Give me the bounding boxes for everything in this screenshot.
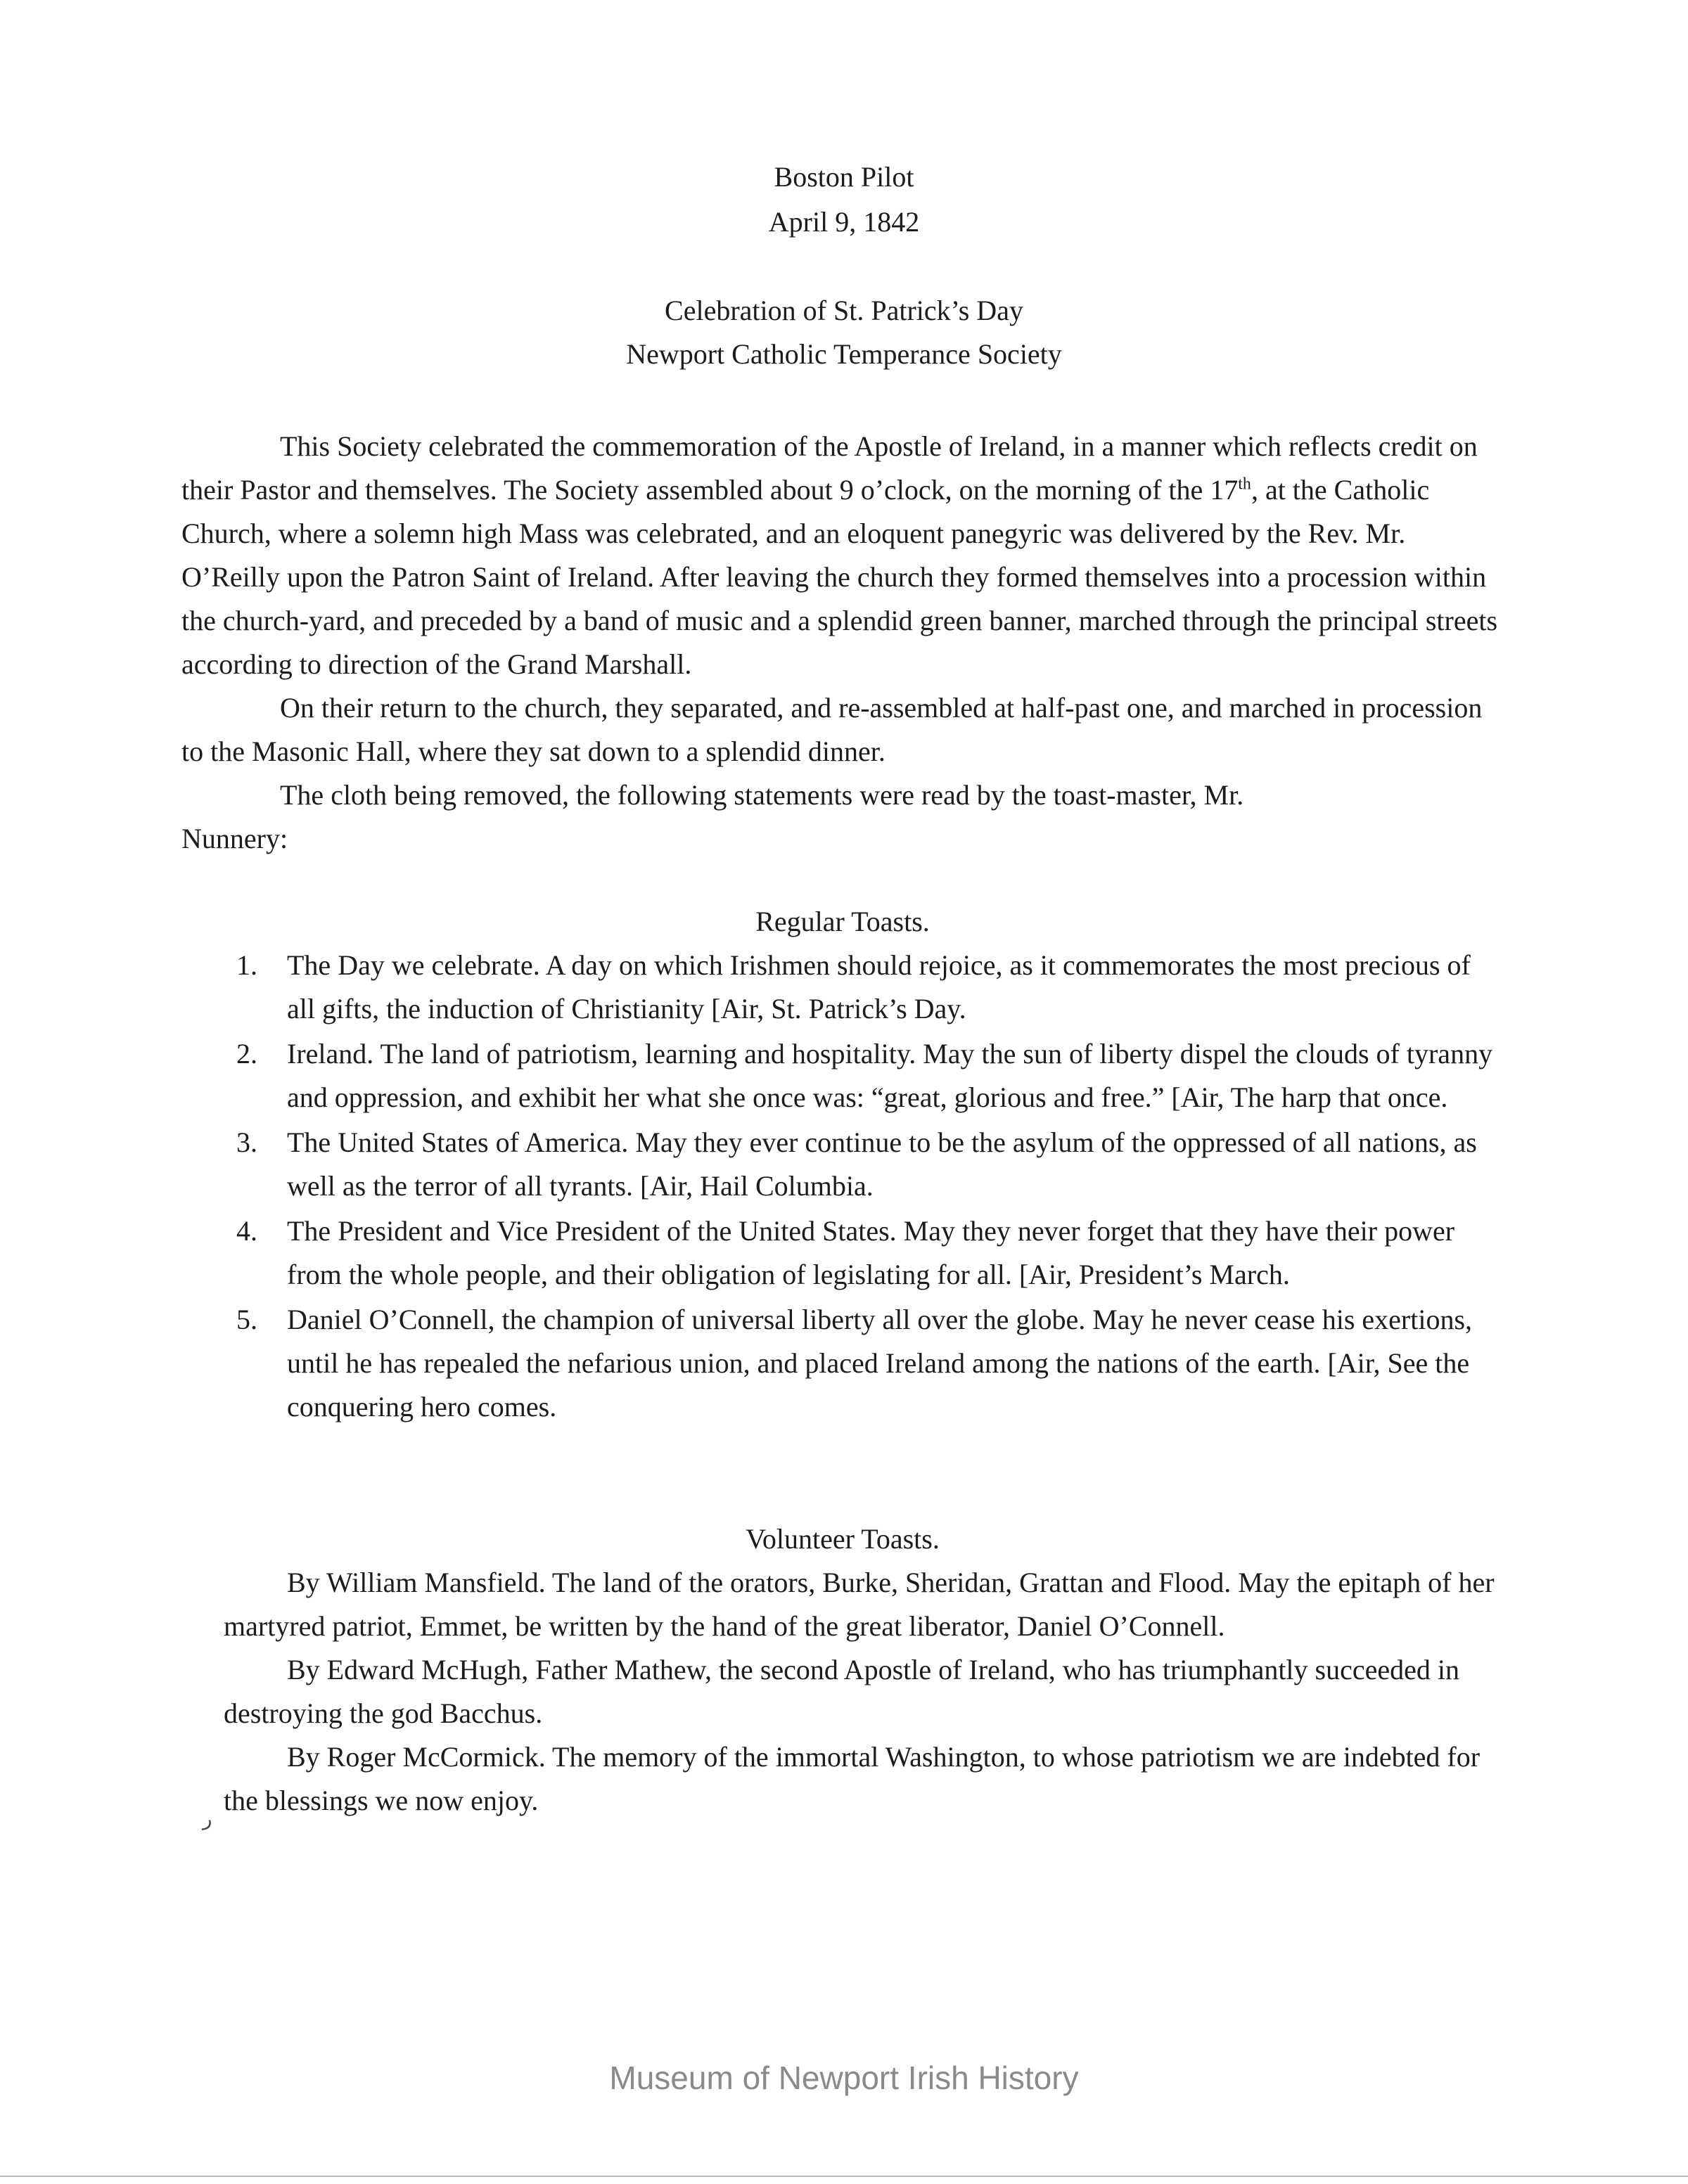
scan-edge-line xyxy=(0,2176,1688,2177)
regular-toasts-section xyxy=(181,900,1504,1430)
list-item: 2. Ireland. The land of patriotism, learning and hospitality. May the sun of liberty dispel the clouds of tyranny and oppression, and exhibit her what she once was: “great, glorious and free.” [Air, The harp that once. xyxy=(236,1038,1493,1113)
margin-mark: ر xyxy=(203,1809,212,1830)
publication-name: Boston Pilot xyxy=(774,161,914,193)
regular-toasts-heading: Regular Toasts. xyxy=(755,906,930,937)
toastmaster-name: Nunnery: xyxy=(181,823,288,854)
list-item: 3. The United States of America. May they ever continue to be the asylum of the oppressed of all nations, as well as the terror of all tyrants. [Air, Hail Columbia. xyxy=(236,1126,1477,1202)
intro-paragraph-3: The cloth being removed, the following statements were read by the toast-master, Mr. xyxy=(280,779,1244,811)
publication-date: April 9, 1842 xyxy=(768,206,920,238)
volunteer-toast: By William Mansfield. The land of the orators, Burke, Sheridan, Grattan and Flood. May the epitaph of her martyred patriot, Emmet, be written by the hand of the great liberator, Daniel O’Connell. xyxy=(224,1567,1495,1642)
regular-toasts-list xyxy=(181,944,1504,1429)
volunteer-toast: By Roger McCormick. The memory of the immortal Washington, to whose patriotism we are indebted for the blessings we now enjoy. xyxy=(224,1741,1481,1816)
intro-paragraph-1: This Society celebrated the commemoration of the Apostle of Ireland, in a manner which reflects credit on their Pastor and themselves. The Society assembled about 9 o’clock, on the morning of the 17th, at the Catholic Church, where a solemn high Mass was celebrated, and an eloquent panegyric was delivered by the Rev. Mr. O’Reilly upon the Patron Saint of Ireland. After leaving the church they formed themselves into a procession within the church-yard, and preceded by a band of music and a splendid green banner, marched through the principal streets according to direction of the Grand Marshall. xyxy=(181,430,1498,680)
article-title: Celebration of St. Patrick’s Day xyxy=(665,295,1023,326)
article-subtitle: Newport Catholic Temperance Society xyxy=(626,338,1062,370)
museum-watermark: Museum of Newport Irish History xyxy=(609,2060,1079,2096)
article-body xyxy=(181,425,1504,861)
list-item: 5. Daniel O’Connell, the champion of universal liberty all over the globe. May he never cease his exertions, until he has repealed the nefarious union, and placed Ireland among the nations of the earth. [Air, See the conquering hero comes. xyxy=(236,1304,1473,1422)
list-item: 4. The President and Vice President of the United States. May they never forget that they have their power from the whole people, and their obligation of legislating for all. [Air, President’s March. xyxy=(236,1215,1455,1290)
volunteer-toasts-heading: Volunteer Toasts. xyxy=(746,1523,940,1555)
intro-paragraph-2: On their return to the church, they separated, and re-assembled at half-past one, and marched in procession to the Masonic Hall, where they sat down to a splendid dinner. xyxy=(181,692,1483,767)
volunteer-toast: By Edward McHugh, Father Mathew, the second Apostle of Ireland, who has triumphantly succeeded in destroying the god Bacchus. xyxy=(224,1654,1459,1729)
volunteer-toasts-section xyxy=(181,1517,1504,1823)
list-item: 1. The Day we celebrate. A day on which Irishmen should rejoice, as it commemorates the most precious of all gifts, the induction of Christianity [Air, St. Patrick’s Day. xyxy=(236,949,1471,1024)
